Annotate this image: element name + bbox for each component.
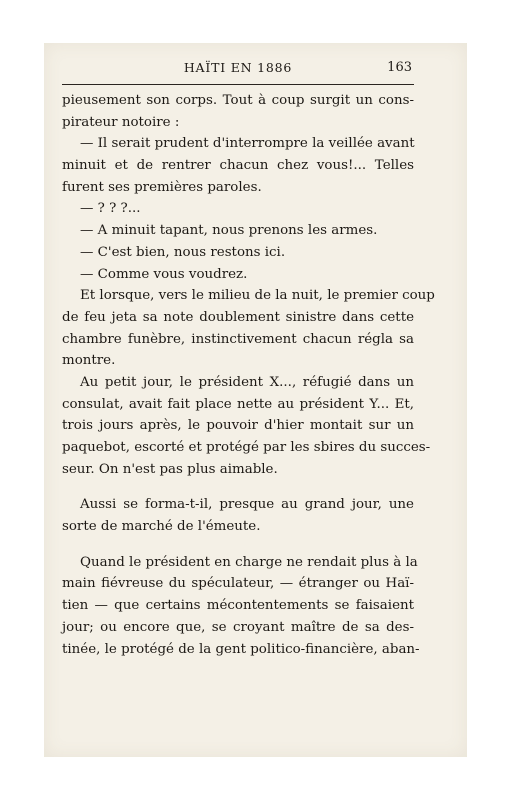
text-line: de feu jeta sa note doublement sinistre dans cette: [62, 309, 414, 325]
text-line: montre.: [62, 353, 116, 369]
header-rule: [62, 84, 414, 85]
text-line: — Il serait prudent d'interrompre la veillée avant: [80, 136, 415, 152]
text-line: consulat, avait fait place nette au président Y... Et,: [62, 396, 414, 412]
page-number: 163: [387, 60, 412, 75]
text-line: paquebot, escorté et protégé par les sbires du succes-: [62, 440, 431, 455]
text-line: tinée, le protégé de la gent politico-financière, aban-: [62, 641, 420, 657]
text-line: trois jours après, le pouvoir d'hier montait sur un: [62, 418, 414, 434]
text-line: — A minuit tapant, nous prenons les armes.: [80, 223, 378, 239]
running-head: [62, 60, 414, 80]
text-line: Et lorsque, vers le milieu de la nuit, le premier coup: [80, 288, 435, 304]
text-line: pieusement son corps. Tout à coup surgit un cons-: [62, 93, 414, 108]
text-line: minuit et de rentrer chacun chez vous!... Telles: [62, 158, 414, 174]
text-line: Aussi se forma-t-il, presque au grand jour, une: [80, 497, 414, 513]
text-line: tien — que certains mécontentements se faisaient: [62, 598, 414, 614]
text-line: sorte de marché de l'émeute.: [62, 519, 261, 535]
text-line: main fiévreuse du spéculateur, — étranger ou Haï-: [62, 576, 414, 592]
text-line: — ? ? ?...: [80, 201, 141, 217]
paragraph-gap: [62, 538, 414, 552]
text-line: Au petit jour, le président X..., réfugié dans un: [80, 374, 414, 390]
text-line: — Comme vous voudrez.: [80, 266, 248, 282]
running-title: HAÏTI EN 1886: [183, 60, 293, 75]
text-line: seur. On n'est pas plus aimable.: [62, 461, 278, 477]
text-line: chambre funèbre, instinctivement chacun régla sa: [62, 331, 414, 347]
paragraph-gap: [62, 480, 414, 494]
text-line: pirateur notoire :: [62, 114, 180, 130]
text-line: — C'est bien, nous restons ici.: [80, 244, 286, 260]
body-text: [62, 90, 435, 660]
text-line: jour; ou encore que, se croyant maître de sa des-: [62, 619, 414, 635]
text-line: Quand le président en charge ne rendait plus à la: [80, 554, 418, 570]
text-line: furent ses premières paroles.: [62, 179, 262, 195]
